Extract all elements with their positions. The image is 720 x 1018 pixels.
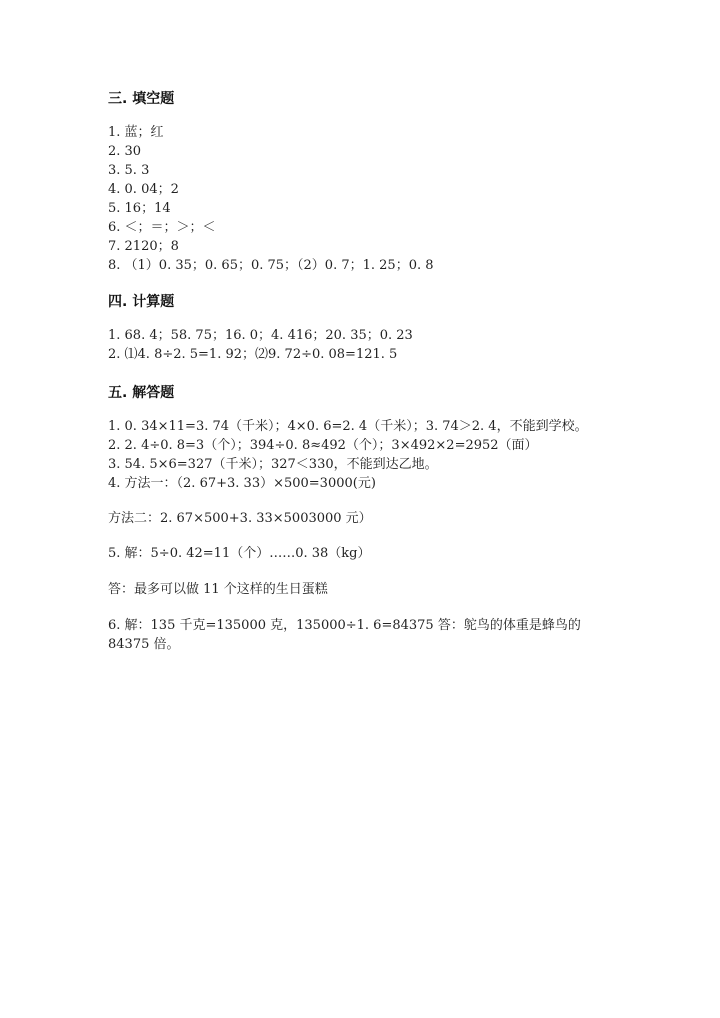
section-heading-word-problems: 五. 解答题 — [108, 385, 175, 401]
word-problem-answer-6: 6. 解：135 千克=135000 克，135000÷1. 6=84375 答：鸵鸟的体重是蜂鸟的 — [108, 618, 581, 633]
fill-blank-answer-7: 7. 2120；8 — [108, 239, 179, 254]
fill-blank-answer-8: 8. （1）0. 35；0. 65；0. 75；（2）0. 7；1. 25；0. 8 — [108, 258, 434, 273]
fill-blank-answer-5: 5. 16；14 — [108, 201, 171, 216]
fill-blank-answer-4: 4. 0. 04；2 — [108, 182, 179, 197]
word-problem-answer-2: 2. 2. 4÷0. 8=3（个）；394÷0. 8≈492（个）；3×492×2=2952（面） — [108, 438, 538, 453]
word-problem-answer-3: 3. 54. 5×6=327（千米）；327＜330，不能到达乙地。 — [108, 457, 438, 472]
calculation-answer-2: 2. ⑴4. 8÷2. 5=1. 92；⑵9. 72÷0. 08=121. 5 — [108, 347, 398, 362]
word-problem-answer-4-method-2: 方法二：2. 67×500+3. 33×5003000 元） — [108, 511, 372, 526]
fill-blank-answer-3: 3. 5. 3 — [108, 163, 150, 178]
calculation-answer-1: 1. 68. 4；58. 75；16. 0；4. 416；20. 35；0. 23 — [108, 328, 413, 343]
section-heading-calculation: 四. 计算题 — [108, 294, 175, 310]
fill-blank-answer-2: 2. 30 — [108, 144, 142, 159]
word-problem-answer-6-continued: 84375 倍。 — [108, 637, 180, 652]
word-problem-answer-5-conclusion: 答：最多可以做 11 个这样的生日蛋糕 — [108, 582, 328, 597]
fill-blank-answer-6: 6. ＜；＝；＞；＜ — [108, 220, 216, 235]
word-problem-answer-1: 1. 0. 34×11=3. 74（千米）；4×0. 6=2. 4（千米）；3. 74＞2. 4，不能到学校。 — [108, 419, 588, 434]
word-problem-answer-4-method-1: 4. 方法一：（2. 67+3. 33）×500=3000(元) — [108, 476, 376, 491]
word-problem-answer-5: 5. 解：5÷0. 42=11（个）……0. 38（kg） — [108, 546, 371, 561]
fill-blank-answer-1: 1. 蓝；红 — [108, 125, 164, 140]
section-heading-fill-blank: 三. 填空题 — [108, 91, 175, 107]
